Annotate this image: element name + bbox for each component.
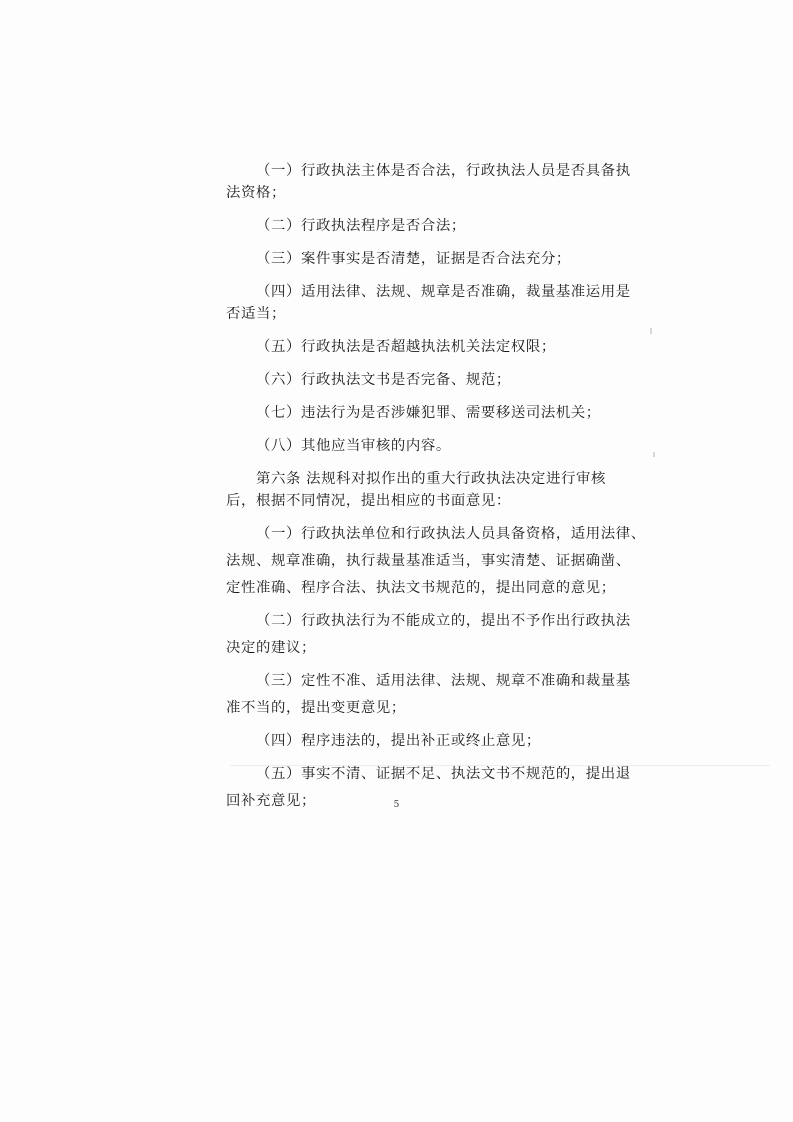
paragraph-line: （一）行政执法主体是否合法，行政执法人员是否具备执	[256, 163, 631, 179]
document-body	[226, 160, 646, 812]
paragraph-line: （五）事实不清、证据不足、执法文书不规范的，提出退	[256, 766, 631, 782]
paragraph-line: 准不当的，提出变更意见；	[226, 700, 406, 716]
scan-artifact	[650, 328, 652, 334]
paragraph-line: 法资格；	[226, 185, 286, 201]
paragraph-line: （八）其他应当审核的内容。	[256, 438, 451, 454]
article-heading-line: 第六条 法规科对拟作出的重大行政执法决定进行审核	[256, 471, 606, 487]
paragraph-line: 否适当；	[226, 306, 286, 322]
paragraph-line: （四）适用法律、法规、规章是否准确，裁量基准运用是	[256, 284, 631, 300]
scan-artifact	[230, 765, 770, 766]
paragraph-line: （七）违法行为是否涉嫌犯罪、需要移送司法机关；	[256, 405, 601, 421]
paragraph-line: （四）程序违法的，提出补正或终止意见；	[256, 733, 541, 749]
paragraph-line: 法规、规章准确，执行裁量基准适当，事实清楚、证据确凿、	[226, 553, 631, 569]
paragraph-line: （六）行政执法文书是否完备、规范；	[256, 372, 511, 388]
paragraph-line: （三）定性不准、适用法律、法规、规章不准确和裁量基	[256, 673, 631, 689]
paragraph-line: 后，根据不同情况，提出相应的书面意见：	[226, 493, 511, 509]
page-number: 5	[393, 800, 400, 810]
paragraph-line: 定性准确、程序合法、执法文书规范的，提出同意的意见；	[226, 580, 616, 596]
paragraph-line: （一）行政执法单位和行政执法人员具备资格，适用法律、	[256, 526, 646, 542]
scan-artifact	[653, 452, 655, 457]
paragraph-line: （五）行政执法是否超越执法机关法定权限；	[256, 339, 556, 355]
paragraph-line: 回补充意见；	[226, 793, 316, 809]
paragraph-line: 决定的建议；	[226, 640, 316, 656]
paragraph-line: （二）行政执法行为不能成立的，提出不予作出行政执法	[256, 613, 631, 629]
paragraph-line: （二）行政执法程序是否合法；	[256, 218, 466, 234]
paragraph-line: （三）案件事实是否清楚，证据是否合法充分；	[256, 251, 571, 267]
